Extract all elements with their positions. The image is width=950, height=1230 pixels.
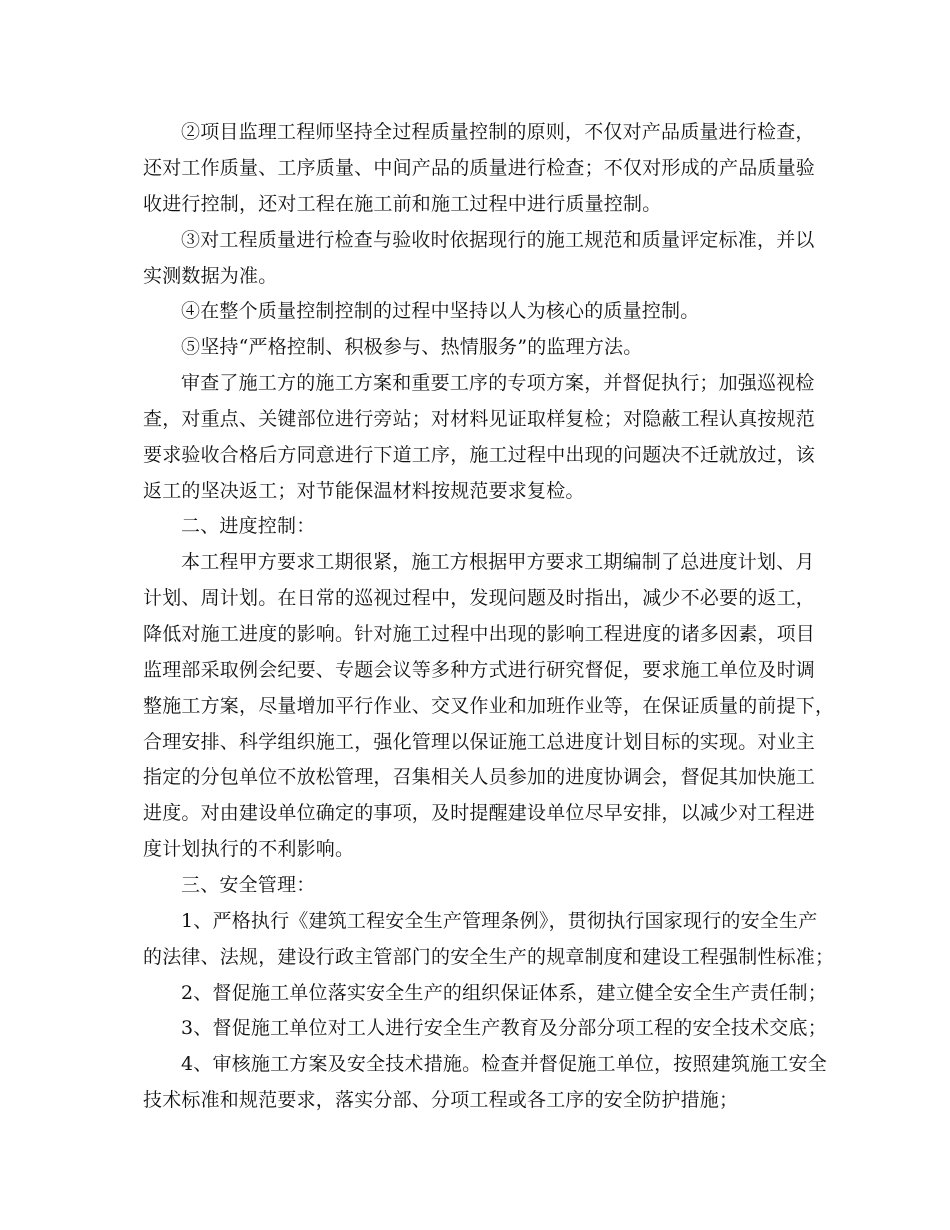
text-line: 返工的坚决返工；对节能保温材料按规范要求复检。 bbox=[143, 480, 585, 502]
text-line: 审查了施工方的施工方案和重要工序的专项方案，并督促执行；加强巡视检 bbox=[181, 372, 815, 394]
section-heading: 二、进度控制： bbox=[181, 515, 316, 537]
text-line: 3、督促施工单位对工人进行安全生产教育及分部分项工程的安全技术交底； bbox=[181, 1017, 827, 1039]
text-line: 整施工方案，尽量增加平行作业、交叉作业和加班作业等，在保证质量的前提下， bbox=[143, 695, 835, 717]
text-line: 计划、周计划。在日常的巡视过程中，发现问题及时指出，减少不必要的返工， bbox=[143, 587, 816, 609]
text-line: 还对工作质量、工序质量、中间产品的质量进行检查；不仅对形成的产品质量验 bbox=[143, 157, 816, 179]
text-line: 查，对重点、关键部位进行旁站；对材料见证取样复检；对隐蔽工程认真按规范 bbox=[143, 408, 816, 430]
text-line: 指定的分包单位不放松管理，召集相关人员参加的进度协调会，督促其加快施工 bbox=[143, 766, 816, 788]
text-line: ⑤坚持“严格控制、积极参与、热情服务”的监理方法。 bbox=[181, 336, 643, 358]
text-line: 收进行控制，还对工程在施工前和施工过程中进行质量控制。 bbox=[143, 193, 662, 215]
text-line: 4、审核施工方案及安全技术措施。检查并督促施工单位，按照建筑施工安全 bbox=[181, 1053, 827, 1075]
text-line: 实测数据为准。 bbox=[143, 265, 278, 287]
text-line: ②项目监理工程师坚持全过程质量控制的原则，不仅对产品质量进行检查， bbox=[181, 121, 815, 143]
text-line: 度计划执行的不利影响。 bbox=[143, 838, 355, 860]
text-line: 技术标准和规范要求，落实分部、分项工程或各工序的安全防护措施； bbox=[143, 1089, 739, 1111]
section-heading: 三、安全管理： bbox=[181, 874, 316, 896]
text-line: 合理安排、科学组织施工，强化管理以保证施工总进度计划目标的实现。对业主 bbox=[143, 731, 816, 753]
text-line: ③对工程质量进行检查与验收时依据现行的施工规范和质量评定标准，并以 bbox=[181, 229, 815, 251]
text-line: 2、督促施工单位落实安全生产的组织保证体系，建立健全安全生产责任制； bbox=[181, 982, 827, 1004]
text-line: 的法律、法规，建设行政主管部门的安全生产的规章制度和建设工程强制性标准； bbox=[143, 946, 835, 968]
text-line: 监理部采取例会纪要、专题会议等多种方式进行研究督促，要求施工单位及时调 bbox=[143, 659, 816, 681]
text-line: 要求验收合格后方同意进行下道工序，施工过程中出现的问题决不迁就放过，该 bbox=[143, 444, 816, 466]
text-line: 1、严格执行《建筑工程安全生产管理条例》，贯彻执行国家现行的安全生产 bbox=[181, 910, 818, 932]
text-line: 降低对施工进度的影响。针对施工过程中出现的影响工程进度的诸多因素，项目 bbox=[143, 623, 816, 645]
text-line: 进度。对由建设单位确定的事项，及时提醒建设单位尽早安排，以减少对工程进 bbox=[143, 802, 816, 824]
text-line: ④在整个质量控制控制的过程中坚持以人为核心的质量控制。 bbox=[181, 300, 700, 322]
text-line: 本工程甲方要求工期很紧，施工方根据甲方要求工期编制了总进度计划、月 bbox=[181, 551, 815, 573]
